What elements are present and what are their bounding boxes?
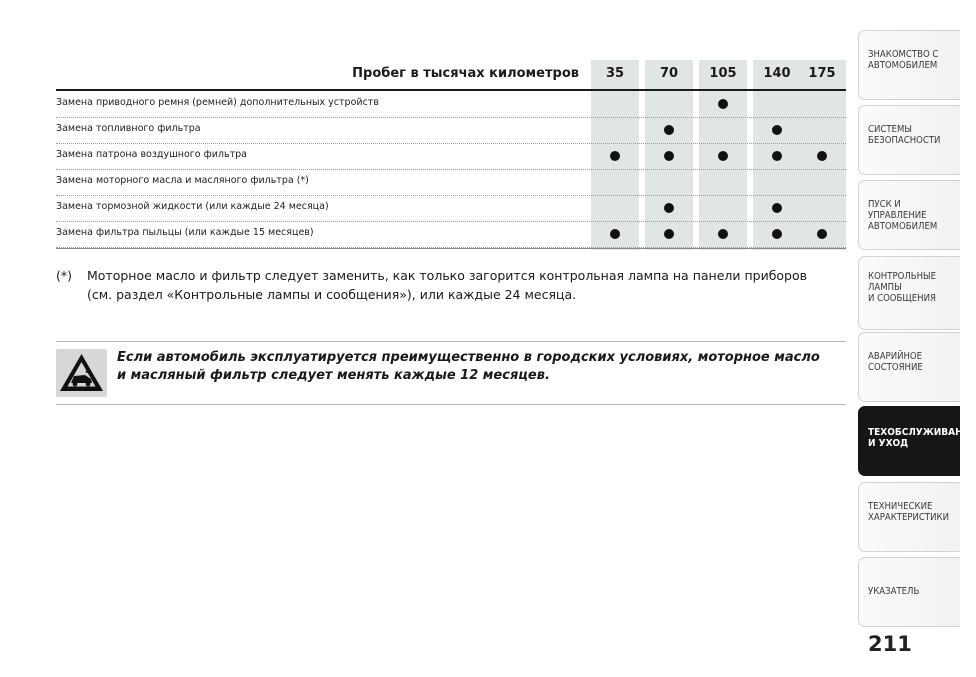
row-label: Замена тормозной жидкости (или каждые 24 месяца) (56, 201, 329, 212)
service-dot-70 (664, 151, 674, 161)
warning-text: Если автомобиль эксплуатируется преимущественно в городских условиях, моторное масло и масляный фильтр следует менять каждые 12 месяцев. (117, 350, 820, 383)
table-row (56, 91, 846, 118)
service-dot-105 (718, 229, 728, 239)
service-dot-105 (718, 99, 728, 109)
service-dot-70 (664, 229, 674, 239)
page-number: 211 (868, 632, 912, 656)
side-tab-starting-driving[interactable] (858, 180, 960, 250)
table-row (56, 221, 846, 248)
row-label: Замена моторного масла и масляного фильтра (*) (56, 175, 309, 186)
side-tab-index[interactable] (858, 557, 960, 627)
column-label-70: 70 (659, 66, 679, 81)
service-dot-70 (664, 203, 674, 213)
side-tab-label: ТЕХОБСЛУЖИВАНИЕ И УХОД (868, 427, 976, 449)
row-label: Замена патрона воздушного фильтра (56, 149, 247, 160)
side-tab-label: ТЕХНИЧЕСКИЕ ХАРАКТЕРИСТИКИ (868, 501, 949, 523)
service-dot-175 (817, 229, 827, 239)
row-label: Замена топливного фильтра (56, 123, 201, 134)
service-dot-175 (817, 151, 827, 161)
service-dot-70 (664, 125, 674, 135)
service-dot-35 (610, 229, 620, 239)
side-tab-safety[interactable] (858, 105, 960, 175)
side-tab-label: СИСТЕМЫ БЕЗОПАСНОСТИ (868, 124, 941, 146)
service-dot-140 (772, 151, 782, 161)
table-header-title: Пробег в тысячах километров (352, 66, 579, 81)
column-label-140: 140 (763, 66, 791, 81)
row-label: Замена фильтра пыльцы (или каждые 15 месяцев) (56, 227, 314, 238)
side-tab-label: ЗНАКОМСТВО С АВТОМОБИЛЕМ (868, 49, 939, 71)
table-end-rule (56, 248, 846, 249)
service-dot-105 (718, 151, 728, 161)
row-label: Замена приводного ремня (ремней) дополнительных устройств (56, 97, 379, 108)
table-row (56, 169, 846, 196)
footnote-marker: (*) (56, 268, 73, 283)
table-header (56, 60, 846, 90)
table-row (56, 195, 846, 222)
side-tab-label: АВАРИЙНОЕ СОСТОЯНИЕ (868, 351, 923, 373)
warning-rule-bottom (56, 404, 846, 405)
car-warning-triangle-icon (56, 349, 107, 397)
side-tab-label: УКАЗАТЕЛЬ (868, 586, 920, 597)
table-row (56, 117, 846, 144)
side-tab-label: КОНТРОЛЬНЫЕ ЛАМПЫ И СООБЩЕНИЯ (868, 271, 936, 304)
side-tab-label: ПУСК И УПРАВЛЕНИЕ АВТОМОБИЛЕМ (868, 199, 938, 232)
column-label-175: 175 (808, 66, 836, 81)
footnote-text: Моторное масло и фильтр следует заменить, как только загорится контрольная лампа на панели приборов (см. раздел «Контрольные лампы и сообщения»), или каждые 24 месяца. (87, 268, 808, 302)
column-label-105: 105 (709, 66, 737, 81)
table-row (56, 143, 846, 170)
side-tab-technical-specs[interactable] (858, 482, 960, 552)
side-tab-warning-lights[interactable] (858, 256, 960, 330)
service-dot-140 (772, 125, 782, 135)
service-dot-140 (772, 203, 782, 213)
side-tab-intro[interactable] (858, 30, 960, 100)
side-nav (858, 30, 976, 645)
service-dot-35 (610, 151, 620, 161)
warning-rule-top (56, 341, 846, 342)
column-label-35: 35 (605, 66, 625, 81)
side-tab-emergency[interactable] (858, 332, 960, 402)
side-tab-maintenance[interactable] (858, 406, 976, 476)
maintenance-table (56, 60, 846, 250)
service-dot-140 (772, 229, 782, 239)
